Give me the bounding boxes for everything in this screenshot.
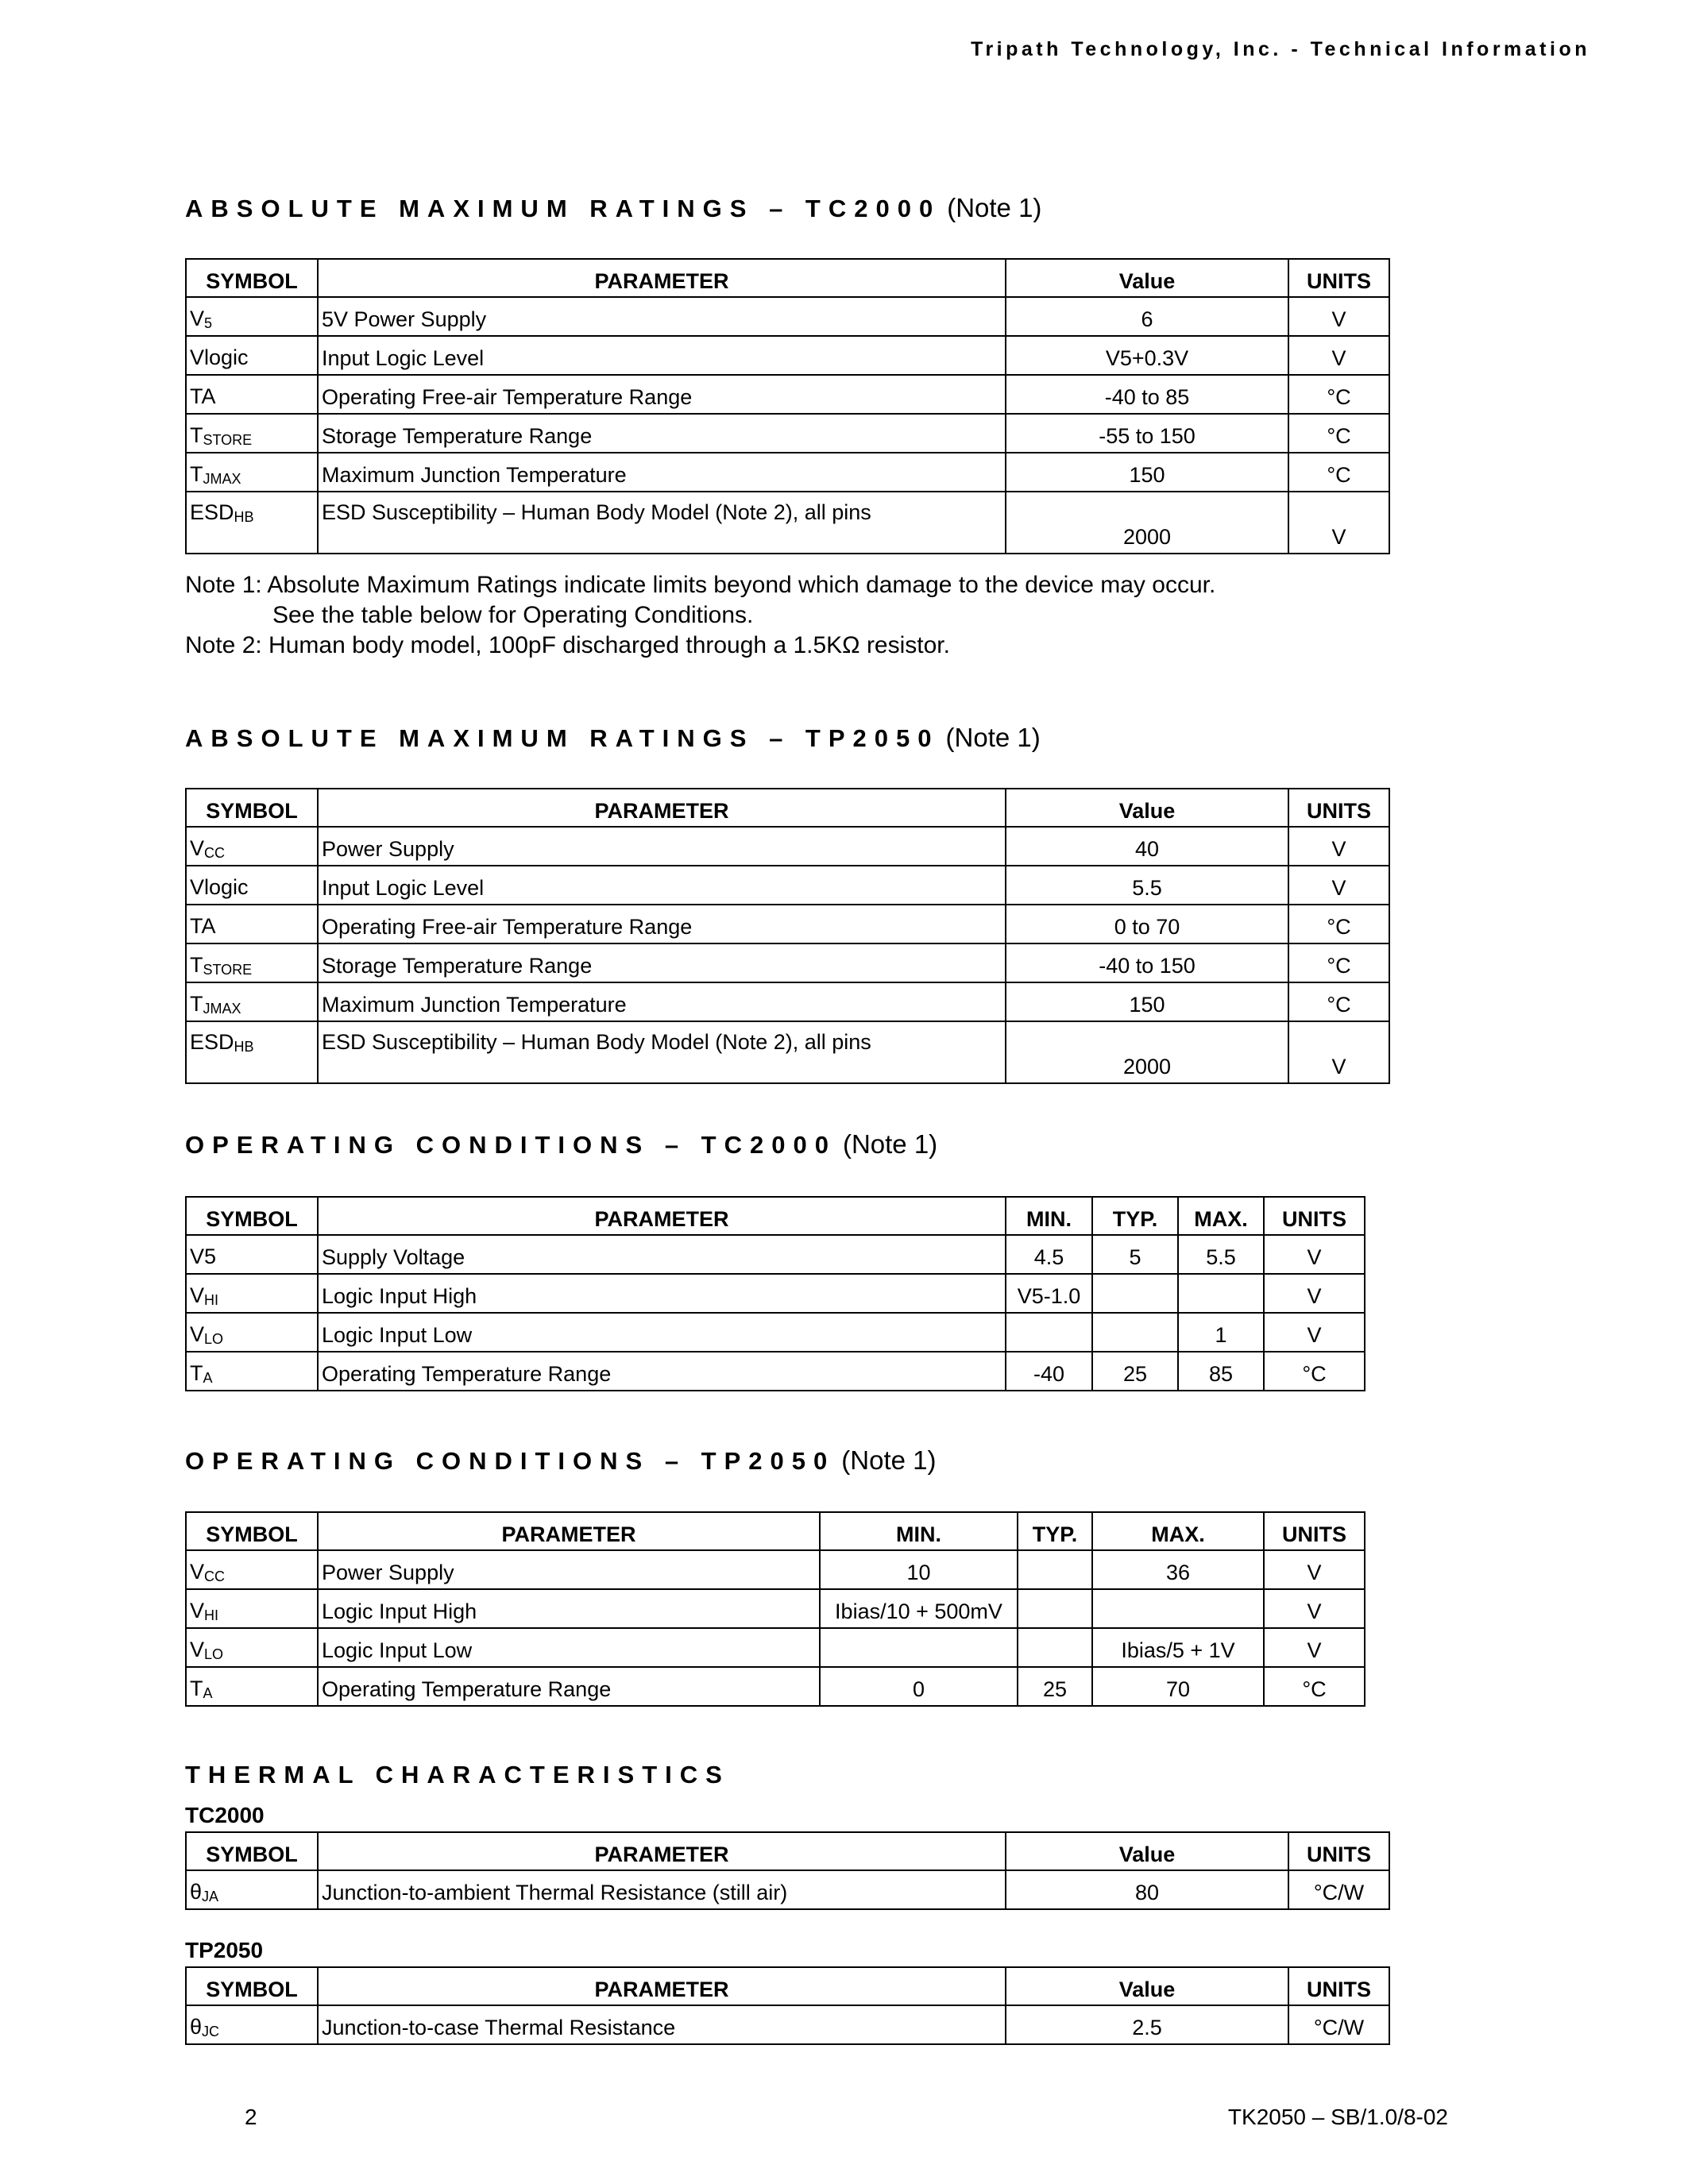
section-title-text: OPERATING CONDITIONS – TP2050 [185,1447,836,1475]
symbol-subscript: JMAX [203,1001,241,1017]
symbol-text: T [190,1677,203,1700]
min-cell: V5-1.0 [1006,1274,1092,1313]
symbol-subscript: CC [204,1569,226,1584]
section-note: (Note 1) [842,1129,938,1159]
typ-cell: 25 [1018,1667,1092,1706]
table-row [186,1235,1365,1274]
parameter-cell: Power Supply [318,827,1006,866]
table-row [186,492,1389,554]
symbol-text: TA [190,914,216,938]
note-1-continuation: See the table below for Operating Conditions. [272,602,754,628]
symbol-text: V [190,1599,205,1623]
col-header: PARAMETER [318,1832,1006,1870]
oc-tc2000-title [185,1129,937,1160]
col-header: UNITS [1264,1197,1365,1235]
typ-cell [1018,1628,1092,1667]
max-cell: 70 [1092,1667,1264,1706]
symbol-text: V [190,1638,205,1661]
symbol-cell [186,866,318,905]
table-row [186,1274,1365,1313]
value-cell: 2.5 [1006,2005,1288,2044]
symbol-subscript: 5 [204,315,213,331]
symbol-cell [186,1667,318,1706]
units-cell: V [1288,336,1389,375]
table-row [186,1628,1365,1667]
units-cell: °C [1288,375,1389,414]
units-cell: V [1264,1313,1365,1352]
units-cell: V [1288,866,1389,905]
table-header-row [186,1967,1389,2005]
units-cell: V [1288,297,1389,336]
col-header: Value [1006,789,1288,827]
col-header: SYMBOL [186,1832,318,1870]
units-cell: °C [1288,414,1389,453]
table-row [186,827,1389,866]
col-header: SYMBOL [186,1967,318,2005]
units-cell: °C [1288,943,1389,982]
symbol-cell [186,982,318,1021]
table-row [186,1313,1365,1352]
symbol-cell [186,1274,318,1313]
typ-cell: 25 [1092,1352,1178,1391]
col-header: MAX. [1092,1512,1264,1550]
parameter-cell: Logic Input High [318,1274,1006,1313]
min-cell: -40 [1006,1352,1092,1391]
min-cell: Ibias/10 + 500mV [820,1589,1018,1628]
units-cell: °C/W [1288,1870,1389,1909]
thermal-tp2050-label: TP2050 [185,1938,264,1962]
max-cell: 1 [1178,1313,1264,1352]
amr-tc2000-title [185,193,1041,223]
table-header-row [186,1512,1365,1550]
symbol-subscript: STORE [203,962,253,978]
value-cell: -55 to 150 [1006,414,1288,453]
symbol-text: TA [190,384,216,408]
thermal-tp2050-table [185,1966,1390,2045]
table-row [186,1667,1365,1706]
symbol-subscript: LO [204,1331,224,1347]
parameter-cell: Operating Temperature Range [318,1667,820,1706]
symbol-cell [186,1235,318,1274]
typ-cell [1092,1274,1178,1313]
parameter-cell: Supply Voltage [318,1235,1006,1274]
units-cell: V [1264,1589,1365,1628]
col-header: MAX. [1178,1197,1264,1235]
section-title-text: THERMAL CHARACTERISTICS [185,1761,730,1788]
parameter-cell: Power Supply [318,1550,820,1589]
symbol-text: ESD [190,500,234,524]
value-cell: 0 to 70 [1006,905,1288,943]
table-row [186,453,1389,492]
symbol-cell [186,905,318,943]
oc-tp2050-table [185,1511,1365,1707]
parameter-cell: Storage Temperature Range [318,414,1006,453]
symbol-text: Vlogic [190,875,249,899]
parameter-cell: ESD Susceptibility – Human Body Model (Note 2), all pins [318,1021,1006,1083]
symbol-cell [186,1628,318,1667]
units-cell: °C [1288,905,1389,943]
units-cell: V [1264,1628,1365,1667]
table-row [186,1550,1365,1589]
col-header: Value [1006,259,1288,297]
parameter-cell: Logic Input Low [318,1628,820,1667]
parameter-cell: Input Logic Level [318,866,1006,905]
col-header: PARAMETER [318,259,1006,297]
symbol-cell [186,414,318,453]
units-cell: °C/W [1288,2005,1389,2044]
parameter-cell: 5V Power Supply [318,297,1006,336]
table-row [186,297,1389,336]
table-row [186,1021,1389,1083]
max-cell: 5.5 [1178,1235,1264,1274]
units-cell: V [1264,1550,1365,1589]
page-number: 2 [245,2105,257,2129]
oc-tp2050-title [185,1445,936,1476]
table-row [186,905,1389,943]
units-cell: °C [1264,1667,1365,1706]
parameter-cell: Junction-to-ambient Thermal Resistance (still air) [318,1870,1006,1909]
symbol-subscript: A [203,1685,213,1701]
max-cell [1178,1274,1264,1313]
col-header: MIN. [1006,1197,1092,1235]
oc-tc2000-table [185,1196,1365,1391]
amr-tc2000-table [185,258,1390,554]
value-cell: 6 [1006,297,1288,336]
parameter-cell: Input Logic Level [318,336,1006,375]
col-header: UNITS [1288,1832,1389,1870]
section-title-text: OPERATING CONDITIONS – TC2000 [185,1131,836,1159]
value-cell: 5.5 [1006,866,1288,905]
symbol-subscript: HI [204,1292,219,1308]
thermal-tc2000-label: TC2000 [185,1803,265,1827]
units-cell: V [1288,1021,1389,1083]
units-cell: V [1288,492,1389,554]
symbol-subscript: HB [234,1039,254,1055]
parameter-cell: Maximum Junction Temperature [318,982,1006,1021]
section-title-text: ABSOLUTE MAXIMUM RATINGS – TP2050 [185,724,940,752]
col-header: Value [1006,1967,1288,2005]
max-cell: 36 [1092,1550,1264,1589]
table-header-row [186,789,1389,827]
value-cell: -40 to 85 [1006,375,1288,414]
units-cell: °C [1288,982,1389,1021]
symbol-subscript: JC [202,2024,220,2039]
symbol-cell [186,453,318,492]
min-cell: 0 [820,1667,1018,1706]
table-row [186,943,1389,982]
symbol-subscript: CC [204,845,226,861]
col-header: PARAMETER [318,1967,1006,2005]
table-row [186,336,1389,375]
col-header: SYMBOL [186,259,318,297]
max-cell [1092,1589,1264,1628]
symbol-text: θ [190,2015,203,2039]
symbol-text: V [190,1322,205,1346]
value-cell: 40 [1006,827,1288,866]
symbol-cell [186,1870,318,1909]
header-company-line: Tripath Technology, Inc. - Technical Information [971,38,1590,60]
document-id: TK2050 – SB/1.0/8-02 [1227,2105,1448,2129]
note-1: Note 1: Absolute Maximum Ratings indicate limits beyond which damage to the device may occur. [185,572,1216,598]
parameter-cell: Operating Free-air Temperature Range [318,905,1006,943]
symbol-text: T [190,423,203,447]
units-cell: °C [1264,1352,1365,1391]
symbol-cell [186,827,318,866]
table-row [186,866,1389,905]
symbol-cell [186,375,318,414]
symbol-cell [186,492,318,554]
table-header-row [186,1197,1365,1235]
parameter-cell: Logic Input High [318,1589,820,1628]
symbol-text: θ [190,1880,203,1904]
max-cell: 85 [1178,1352,1264,1391]
table-row [186,1589,1365,1628]
symbol-text: T [190,1361,203,1385]
value-cell: 2000 [1006,1021,1288,1083]
col-header: TYP. [1018,1512,1092,1550]
symbol-cell [186,1550,318,1589]
symbol-cell [186,1021,318,1083]
symbol-subscript: HI [204,1607,219,1623]
value-cell: 80 [1006,1870,1288,1909]
col-header: UNITS [1288,259,1389,297]
col-header: SYMBOL [186,1197,318,1235]
table-row [186,1870,1389,1909]
notes-block [185,570,1215,661]
value-cell: 150 [1006,982,1288,1021]
col-header: UNITS [1264,1512,1365,1550]
symbol-text: V [190,836,205,860]
units-cell: V [1288,827,1389,866]
symbol-cell [186,2005,318,2044]
parameter-cell: Logic Input Low [318,1313,1006,1352]
parameter-cell: Operating Free-air Temperature Range [318,375,1006,414]
table-header-row [186,1832,1389,1870]
min-cell [820,1628,1018,1667]
col-header: TYP. [1092,1197,1178,1235]
symbol-text: V [190,1560,205,1584]
units-cell: °C [1288,453,1389,492]
value-cell: 2000 [1006,492,1288,554]
symbol-cell [186,336,318,375]
col-header: PARAMETER [318,789,1006,827]
col-header: PARAMETER [318,1197,1006,1235]
note-2: Note 2: Human body model, 100pF discharged through a 1.5KΩ resistor. [185,632,950,658]
col-header: UNITS [1288,1967,1389,2005]
symbol-subscript: LO [204,1646,224,1662]
units-cell: V [1264,1235,1365,1274]
col-header: MIN. [820,1512,1018,1550]
col-header: Value [1006,1832,1288,1870]
min-cell: 4.5 [1006,1235,1092,1274]
symbol-subscript: STORE [203,432,253,448]
min-cell [1006,1313,1092,1352]
symbol-subscript: HB [234,509,254,525]
symbol-cell [186,1313,318,1352]
section-title-text: ABSOLUTE MAXIMUM RATINGS – TC2000 [185,195,941,222]
symbol-text: ESD [190,1030,234,1054]
parameter-cell: Operating Temperature Range [318,1352,1006,1391]
symbol-subscript: JMAX [203,471,241,487]
thermal-title [185,1761,730,1789]
thermal-tc2000-table [185,1831,1390,1910]
parameter-cell: Storage Temperature Range [318,943,1006,982]
table-row [186,2005,1389,2044]
typ-cell: 5 [1092,1235,1178,1274]
symbol-text: T [190,462,203,486]
amr-tp2050-title [185,723,1041,753]
symbol-text: T [190,953,203,977]
parameter-cell: ESD Susceptibility – Human Body Model (Note 2), all pins [318,492,1006,554]
value-cell: 150 [1006,453,1288,492]
symbol-cell [186,1589,318,1628]
symbol-text: V [190,1283,205,1307]
symbol-subscript: A [203,1370,213,1386]
amr-tp2050-table [185,788,1390,1084]
symbol-cell [186,943,318,982]
table-row [186,982,1389,1021]
symbol-cell [186,1352,318,1391]
symbol-subscript: JA [202,1889,219,1904]
section-note: (Note 1) [841,1445,937,1475]
table-header-row [186,259,1389,297]
col-header: UNITS [1288,789,1389,827]
parameter-cell: Maximum Junction Temperature [318,453,1006,492]
col-header: SYMBOL [186,1512,318,1550]
section-note: (Note 1) [947,193,1042,222]
min-cell: 10 [820,1550,1018,1589]
symbol-text: V [190,307,205,330]
units-cell: V [1264,1274,1365,1313]
section-note: (Note 1) [945,723,1041,752]
typ-cell [1018,1589,1092,1628]
max-cell: Ibias/5 + 1V [1092,1628,1264,1667]
value-cell: V5+0.3V [1006,336,1288,375]
table-row [186,1352,1365,1391]
col-header: PARAMETER [318,1512,820,1550]
table-row [186,414,1389,453]
typ-cell [1018,1550,1092,1589]
parameter-cell: Junction-to-case Thermal Resistance [318,2005,1006,2044]
symbol-text: V5 [190,1244,217,1268]
col-header: SYMBOL [186,789,318,827]
table-row [186,375,1389,414]
typ-cell [1092,1313,1178,1352]
symbol-text: T [190,992,203,1016]
symbol-text: Vlogic [190,345,249,369]
symbol-cell [186,297,318,336]
value-cell: -40 to 150 [1006,943,1288,982]
